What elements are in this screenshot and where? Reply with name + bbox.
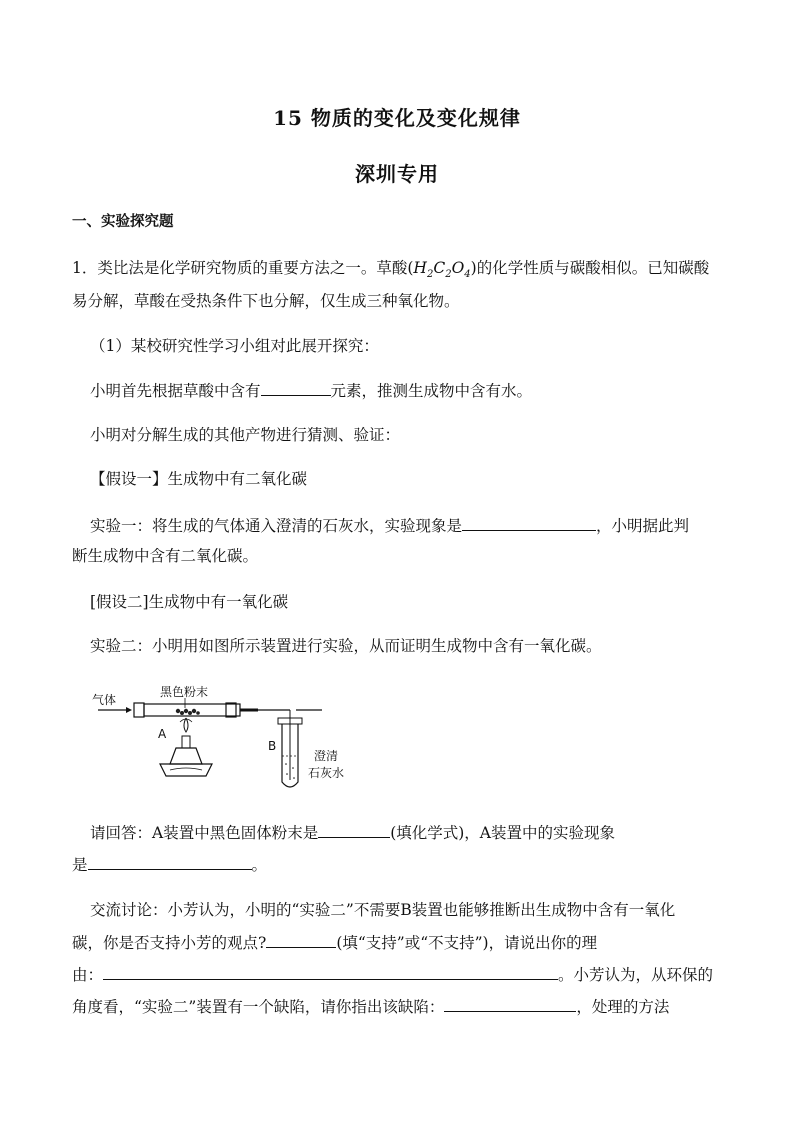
experiment-one-line1: 实验一：将生成的气体通入澄清的石灰水，实验现象是 ，小明据此判 [90, 517, 690, 535]
black-powder [176, 709, 200, 715]
hypothesis-two: [假设二]生成物中有一氧化碳 [90, 593, 289, 611]
discussion-line2: 碳，你是否支持小芳的观点? (填“支持”或“不支持”)，请说出你的理 [72, 934, 598, 952]
oxalic-acid-formula: $H_2C_2O_4$ [413, 259, 471, 281]
question-intro-line2: 易分解，草酸在受热条件下也分解，仅生成三种氧化物。 [72, 292, 460, 310]
discussion-line3: 由： 。小芳认为，从环保的 [72, 966, 714, 984]
discussion-line4: 角度看，“实验二”装置有一个缺陷，请你指出该缺陷： ，处理的方法 [72, 998, 670, 1016]
limewater-label-1: 澄清 [314, 749, 339, 763]
page-title: 15 物质的变化及变化规律 [273, 106, 521, 130]
answer-blank-support[interactable] [266, 932, 336, 948]
answer-line1: 请回答：A装置中黑色固体粉末是 (填化学式)，A装置中的实验现象 [90, 824, 615, 842]
part1-text: （1）某校研究性学习小组对此展开探究： [90, 337, 379, 355]
water-element-line: 小明首先根据草酸中含有 元素，推测生成物中含有水。 [90, 382, 533, 400]
hypothesis-one: 【假设一】生成物中有二氧化碳 [90, 470, 308, 488]
experiment-two-line: 实验二：小明用如图所示装置进行实验，从而证明生成物中含有一氧化碳。 [90, 637, 602, 655]
label-a: A [158, 727, 167, 741]
answer-blank-element[interactable] [261, 380, 331, 396]
page-subtitle: 深圳专用 [355, 162, 439, 186]
limewater-label-2: 石灰水 [308, 766, 345, 780]
powder-label: 黑色粉末 [160, 685, 209, 699]
answer-blank-phenomenon-a[interactable] [88, 854, 252, 870]
answer-blank-reason[interactable] [103, 964, 558, 980]
answer-blank-phenomenon[interactable] [462, 515, 596, 531]
other-products-line: 小明对分解生成的其他产物进行猜测、验证： [90, 426, 401, 444]
experiment-one-line2: 断生成物中含有二氧化碳。 [72, 547, 259, 565]
question-intro-line1 [72, 258, 709, 285]
gas-label: 气体 [92, 693, 117, 707]
answer-line2: 是 。 [72, 856, 268, 874]
discussion-line1: 交流讨论：小芳认为，小明的“实验二”不需要B装置也能够推断出生成物中含有一氧化 [90, 901, 676, 919]
answer-blank-defect[interactable] [444, 996, 576, 1012]
answer-blank-powder[interactable] [318, 822, 390, 838]
apparatus-figure [90, 680, 370, 800]
intro-text-a: 1．类比法是化学研究物质的重要方法之一。草酸( [72, 259, 414, 277]
label-b: B [268, 739, 277, 753]
intro-text-b: )的化学性质与碳酸相似。已知碳酸 [470, 259, 710, 277]
section-heading: 一、实验探究题 [72, 213, 174, 230]
